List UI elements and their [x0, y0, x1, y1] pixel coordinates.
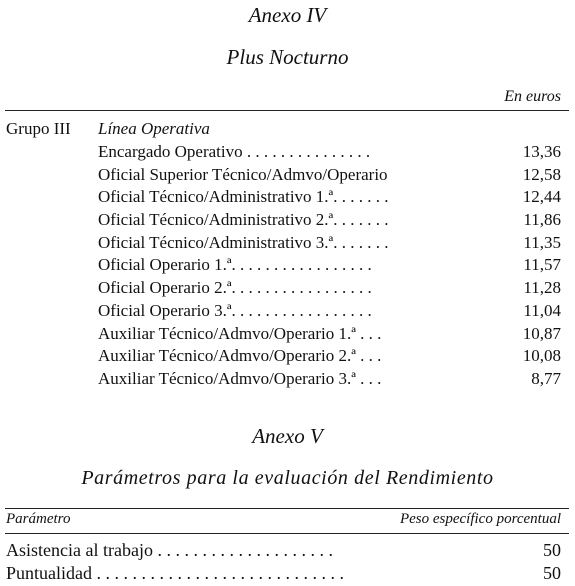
list-item [98, 277, 561, 300]
row-label: Oficial Operario 2.ª. . . . . . . . . . . . . . . . . [98, 278, 372, 298]
row-value: 11,86 [523, 210, 561, 230]
plus-nocturno-list [98, 141, 561, 391]
row-value: 8,77 [531, 368, 561, 388]
row-label: Oficial Operario 3.ª. . . . . . . . . . . . . . . . . [98, 300, 372, 320]
parameter-label: Puntualidad . . . . . . . . . . . . . . . . . . . . . . . . . . . . [6, 563, 344, 583]
list-item [98, 368, 561, 391]
list-item [98, 300, 561, 323]
row-value: 10,08 [522, 346, 561, 366]
anexo-iv-subtitle: Plus Nocturno [226, 45, 349, 69]
row-value: 13,36 [522, 142, 561, 161]
row-value: 11,28 [523, 278, 561, 298]
header-rule [5, 110, 569, 111]
subgroup-label: Línea Operativa [98, 119, 210, 138]
list-item [98, 345, 561, 368]
list-item [98, 209, 561, 232]
table-top-rule [5, 508, 569, 509]
anexo-iv-title: Anexo IV [248, 3, 327, 27]
row-label: Oficial Técnico/Administrativo 2.ª. . . . . . . [98, 210, 389, 230]
row-value: 11,04 [523, 300, 561, 320]
parameter-weight: 50 [543, 563, 561, 583]
row-value: 10,87 [522, 323, 561, 343]
list-item [98, 232, 561, 255]
row-value: 12,58 [522, 164, 561, 184]
row-label: Auxiliar Técnico/Admvo/Operario 1.ª . . . [98, 323, 382, 343]
row-label: Auxiliar Técnico/Admvo/Operario 2.ª . . . [98, 346, 382, 366]
column-header-parameter: Parámetro [6, 511, 71, 527]
units-label: En euros [504, 88, 561, 105]
row-label: Oficial Superior Técnico/Admvo/Operario [98, 164, 388, 184]
list-item [98, 141, 561, 164]
parameter-label: Asistencia al trabajo . . . . . . . . . . . . . . . . . . . . [6, 540, 333, 560]
anexo-v-title: Anexo V [252, 424, 323, 448]
header-bottom-rule [5, 533, 569, 534]
list-item [98, 186, 561, 209]
row-label: Oficial Técnico/Administrativo 1.ª. . . . . . . [98, 187, 389, 207]
list-item [98, 323, 561, 346]
row-value: 11,57 [523, 255, 561, 275]
row-label: Auxiliar Técnico/Admvo/Operario 3.ª . . . [98, 368, 382, 388]
row-value: 12,44 [522, 187, 561, 207]
column-header-weight: Peso específico porcentual [399, 511, 561, 527]
row-label: Oficial Operario 1.ª. . . . . . . . . . . . . . . . . [98, 255, 372, 275]
parameter-weight: 50 [543, 540, 561, 560]
anexo-v-subtitle: Parámetros para la evaluación del Rendimiento [81, 467, 494, 489]
list-item [98, 164, 561, 187]
list-item [98, 254, 561, 277]
group-label: Grupo III [6, 119, 71, 138]
row-value: 11,35 [523, 232, 561, 252]
row-label: Oficial Técnico/Administrativo 3.ª. . . . . . . [98, 232, 389, 252]
row-label: Encargado Operativo . . . . . . . . . . . . . . . [98, 142, 371, 161]
